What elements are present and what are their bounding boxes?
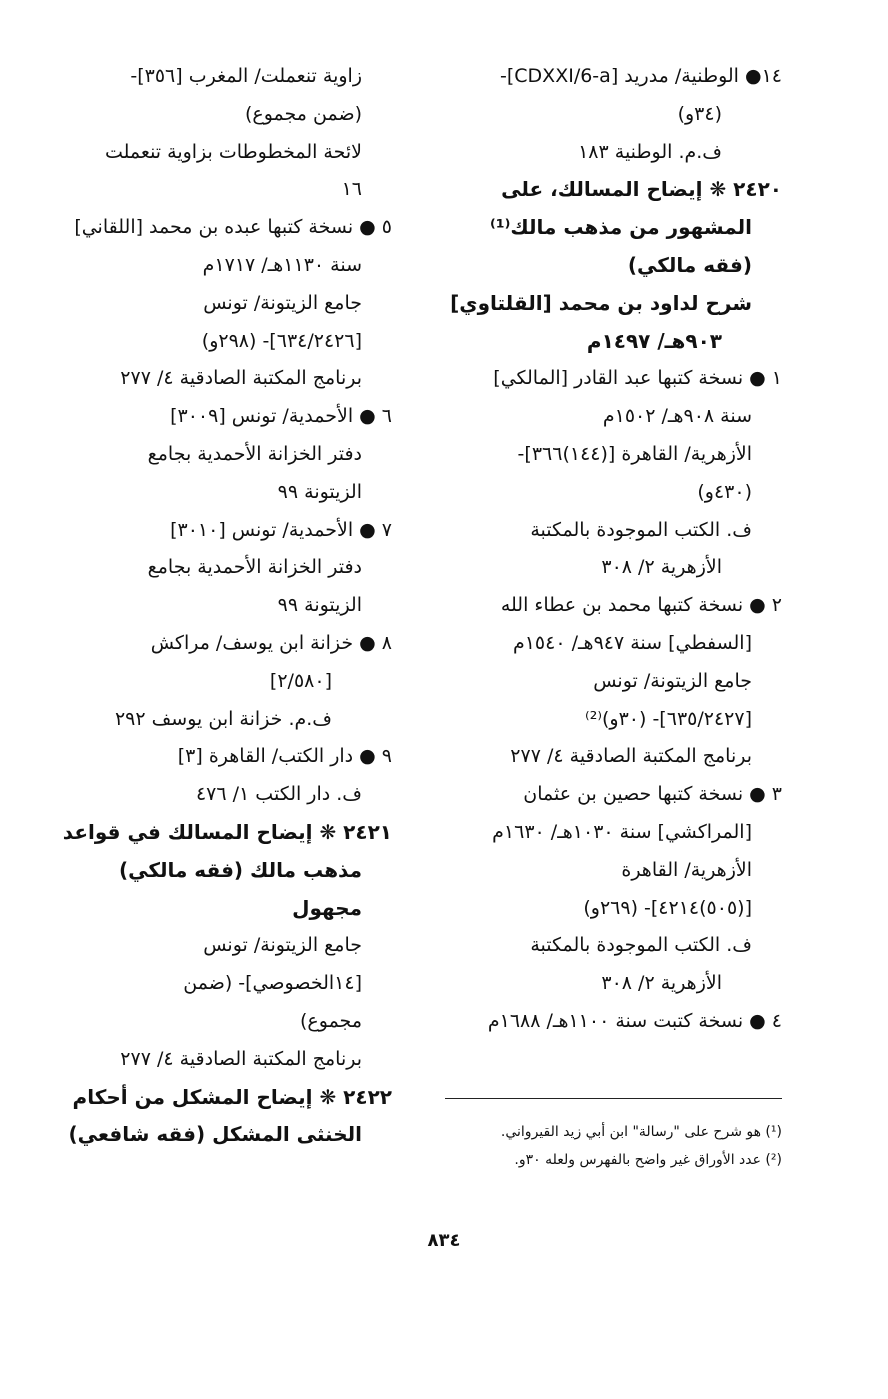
footnote-list xyxy=(445,1118,782,1174)
text-line: ف.م. الوطنية ١٨٣ xyxy=(578,140,722,163)
text-line: الزيتونة ٩٩ xyxy=(277,594,362,617)
text-line: ١ ● نسخة كتبها عبد القادر [المالكي] xyxy=(493,367,782,390)
text-line: الأزهرية/ القاهرة xyxy=(621,858,752,881)
text-line: ٨ ● خزانة ابن يوسف/ مراكش xyxy=(150,631,392,654)
text-line: الزيتونة ٩٩ xyxy=(277,480,362,503)
text-line: ٩ ● دار الكتب/ القاهرة [٣] xyxy=(177,745,392,768)
right-column xyxy=(444,58,782,1041)
entry-heading-line: مجهول xyxy=(292,895,362,920)
text-line: [(٥٠٥)٤٢١٤]- (٢٦٩و) xyxy=(583,896,752,919)
text-line: ف. الكتب الموجودة بالمكتبة xyxy=(530,518,752,541)
entry-heading-line: مذهب مالك (فقه مالكي) xyxy=(118,857,362,882)
text-line: زاوية تنعملت/ المغرب [٣٥٦]- xyxy=(130,65,362,87)
text-line: ٦ ● الأحمدية/ تونس [٣٠٠٩] xyxy=(170,405,392,428)
text-line: (ضمن مجموع) xyxy=(244,102,362,125)
text-line: ٤ ● نسخة كتبت سنة ١١٠٠هـ/ ١٦٨٨م xyxy=(487,1009,782,1032)
text-line: الأزهرية ٢/ ٣٠٨ xyxy=(601,556,722,579)
text-line: ٥ ● نسخة كتبها عبده بن محمد [اللقاني] xyxy=(74,216,392,239)
footnote-divider xyxy=(445,1098,782,1099)
text-line: [٦٣٤/٢٤٢٦]- (٢٩٨و) xyxy=(201,329,362,352)
text-line: (٤٣٠و) xyxy=(697,480,752,503)
entry-heading-line: شرح لداود بن محمد [القلتاوي] xyxy=(450,290,752,315)
text-line: برنامج المكتبة الصادقية ٤/ ٢٧٧ xyxy=(510,745,752,768)
text-line: جامع الزيتونة/ تونس xyxy=(203,934,362,957)
text-line: دفتر الخزانة الأحمدية بجامع xyxy=(147,556,362,579)
text-line: [السفطي] سنة ٩٤٧هـ/ ١٥٤٠م xyxy=(512,631,752,654)
text-line: ٢ ● نسخة كتبها محمد بن عطاء الله xyxy=(500,594,782,617)
entry-heading-line: ٩٠٣هـ/ ١٤٩٧م xyxy=(586,328,722,353)
text-line: مجموع) xyxy=(300,1009,362,1032)
text-line: الأزهرية/ القاهرة [(١٤٤)٣٦٦]- xyxy=(517,442,752,465)
entry-heading-line: المشهور من مذهب مالك⁽¹⁾ xyxy=(490,215,752,240)
text-line: [٢/٥٨٠] xyxy=(269,669,332,692)
text-line: دفتر الخزانة الأحمدية بجامع xyxy=(147,442,362,465)
text-line: برنامج المكتبة الصادقية ٤/ ٢٧٧ xyxy=(120,1047,362,1070)
text-line: ف. دار الكتب ١/ ٤٧٦ xyxy=(195,783,362,806)
text-line: برنامج المكتبة الصادقية ٤/ ٢٧٧ xyxy=(120,367,362,390)
text-line: سنة ٩٠٨هـ/ ١٥٠٢م xyxy=(602,405,752,428)
footnote: (²) عدد الأوراق غير واضح بالفهرس ولعله ٣٠و. xyxy=(514,1152,782,1168)
entry-heading-line: ٢٤٢١ ❋ إيضاح المسالك في قواعد xyxy=(62,819,392,844)
text-line: (٣٤و) xyxy=(677,102,722,125)
entry-heading-line: ٢٤٢٠ ❋ إيضاح المسالك، على xyxy=(501,177,782,202)
text-line: [٦٣٥/٢٤٢٧]- (٣٠و)⁽²⁾ xyxy=(585,707,752,730)
text-line: الأزهرية ٢/ ٣٠٨ xyxy=(601,972,722,995)
text-line: جامع الزيتونة/ تونس xyxy=(203,291,362,314)
footnote: (¹) هو شرح على "رسالة" ابن أبي زيد القيرواني. xyxy=(500,1124,782,1140)
text-line: لائحة المخطوطات بزاوية تنعملت xyxy=(104,140,362,163)
entry-heading-line: الخنثى المشكل (فقه شافعي) xyxy=(68,1122,362,1147)
text-line: ١٦ xyxy=(341,178,362,201)
text-line: جامع الزيتونة/ تونس xyxy=(593,669,752,692)
entry-heading-line: ٢٤٢٢ ❋ إيضاح المشكل من أحكام xyxy=(72,1084,392,1109)
text-line: ف.م. خزانة ابن يوسف ٢٩٢ xyxy=(114,707,332,730)
text-line: ٣ ● نسخة كتبها حصين بن عثمان xyxy=(523,783,782,806)
text-line: ف. الكتب الموجودة بالمكتبة xyxy=(530,934,752,957)
left-column xyxy=(52,58,392,1154)
text-line: [المراكشي] سنة ١٠٣٠هـ/ ١٦٣٠م xyxy=(492,820,752,843)
text-line: ١٤● الوطنية/ مدريد [CDXXI/6-a]- xyxy=(500,65,782,87)
text-line: سنة ١١٣٠هـ/ ١٧١٧م xyxy=(202,253,362,276)
text-line: [١٤الخصوصي]- (ضمن xyxy=(183,972,362,995)
text-line: ٧ ● الأحمدية/ تونس [٣٠١٠] xyxy=(170,518,392,541)
page-number: ٨٣٤ xyxy=(427,1230,461,1251)
entry-heading-line: (فقه مالكي) xyxy=(627,252,752,277)
